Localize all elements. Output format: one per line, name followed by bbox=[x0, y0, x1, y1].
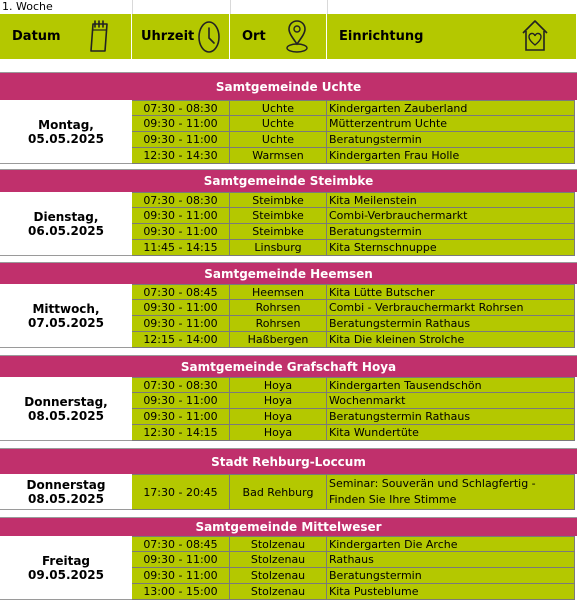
grid-line bbox=[230, 0, 231, 14]
calendar-icon bbox=[88, 20, 110, 54]
time-cell: 09:30 - 11:00 bbox=[132, 316, 230, 332]
section-title: Samtgemeinde Heemsen bbox=[0, 262, 577, 284]
date-label: 07.05.2025 bbox=[28, 315, 104, 330]
date-label: 05.05.2025 bbox=[28, 131, 104, 146]
facility-cell: Rathaus bbox=[327, 552, 575, 568]
location-cell: Heemsen bbox=[230, 284, 327, 300]
location-cell: Linsburg bbox=[230, 240, 327, 256]
location-cell: Haßbergen bbox=[230, 332, 327, 348]
section-title: Samtgemeinde Uchte bbox=[0, 72, 577, 100]
grid-line bbox=[132, 0, 133, 14]
facility-cell: Beratungstermin Rathaus bbox=[327, 316, 575, 332]
facility-cell: Beratungstermin bbox=[327, 568, 575, 584]
time-cell: 09:30 - 11:00 bbox=[132, 132, 230, 148]
facility-cell: Kindergarten Frau Holle bbox=[327, 148, 575, 164]
location-cell: Stolzenau bbox=[230, 568, 327, 584]
date-label: 08.05.2025 bbox=[28, 408, 104, 423]
facility-cell: Beratungstermin bbox=[327, 132, 575, 148]
facility-cell: Kita Lütte Butscher bbox=[327, 284, 575, 300]
location-cell: Steimbke bbox=[230, 208, 327, 224]
column-label-einrichtung: Einrichtung bbox=[339, 29, 424, 44]
time-cell: 13:00 - 15:00 bbox=[132, 584, 230, 600]
time-cell: 12:30 - 14:30 bbox=[132, 148, 230, 164]
date-label: 09.05.2025 bbox=[28, 567, 104, 582]
time-cell: 07:30 - 08:30 bbox=[132, 192, 230, 208]
time-cell: 09:30 - 11:00 bbox=[132, 409, 230, 425]
facility-cell: Kita Meilenstein bbox=[327, 192, 575, 208]
column-header-einrichtung bbox=[327, 14, 577, 59]
time-cell: 12:30 - 14:15 bbox=[132, 425, 230, 441]
column-header-ort bbox=[230, 14, 327, 59]
weekday-label: Freitag bbox=[41, 553, 91, 568]
time-cell: 07:30 - 08:45 bbox=[132, 536, 230, 552]
time-cell: 09:30 - 11:00 bbox=[132, 552, 230, 568]
column-label-uhrzeit: Uhrzeit bbox=[141, 29, 195, 44]
time-cell: 09:30 - 11:00 bbox=[132, 208, 230, 224]
location-cell: Rohrsen bbox=[230, 300, 327, 316]
facility-cell: Combi - Verbrauchermarkt Rohrsen bbox=[327, 300, 575, 316]
date-label: 06.05.2025 bbox=[28, 223, 104, 238]
location-cell: Uchte bbox=[230, 116, 327, 132]
location-cell: Warmsen bbox=[230, 148, 327, 164]
day-cell bbox=[0, 192, 132, 256]
location-cell: Rohrsen bbox=[230, 316, 327, 332]
location-cell: Hoya bbox=[230, 425, 327, 441]
time-cell: 09:30 - 11:00 bbox=[132, 393, 230, 409]
day-cell bbox=[0, 100, 132, 164]
facility-cell: Kindergarten Die Arche bbox=[327, 536, 575, 552]
day-cell bbox=[0, 377, 132, 441]
section-title: Samtgemeinde Steimbke bbox=[0, 169, 577, 192]
facility-cell: Mütterzentrum Uchte bbox=[327, 116, 575, 132]
date-label: 08.05.2025 bbox=[28, 491, 104, 506]
day-cell bbox=[0, 536, 132, 600]
section-title: Samtgemeinde Mittelweser bbox=[0, 517, 577, 536]
time-cell: 09:30 - 11:00 bbox=[132, 116, 230, 132]
day-cell bbox=[0, 474, 132, 510]
column-label-datum: Datum bbox=[12, 29, 61, 44]
section-title: Samtgemeinde Grafschaft Hoya bbox=[0, 355, 577, 377]
weekday-label: Dienstag, bbox=[33, 209, 99, 224]
facility-cell: Seminar: Souverän und Schlagfertig - Finden Sie Ihre Stimme bbox=[327, 474, 575, 510]
grid-line bbox=[327, 0, 328, 14]
weekday-label: Montag, bbox=[38, 117, 94, 132]
column-label-ort: Ort bbox=[242, 29, 266, 44]
facility-cell: Kindergarten Tausendschön bbox=[327, 377, 575, 393]
house-heart-icon bbox=[520, 18, 550, 54]
location-cell: Stolzenau bbox=[230, 536, 327, 552]
time-cell: 09:30 - 11:00 bbox=[132, 224, 230, 240]
facility-cell: Combi-Verbrauchermarkt bbox=[327, 208, 575, 224]
time-cell: 07:30 - 08:30 bbox=[132, 377, 230, 393]
location-cell: Hoya bbox=[230, 409, 327, 425]
location-cell: Hoya bbox=[230, 377, 327, 393]
time-cell: 07:30 - 08:45 bbox=[132, 284, 230, 300]
location-cell: Uchte bbox=[230, 132, 327, 148]
time-cell: 11:45 - 14:15 bbox=[132, 240, 230, 256]
column-header-uhrzeit bbox=[132, 14, 230, 59]
facility-cell: Kita Wundertüte bbox=[327, 425, 575, 441]
location-cell: Steimbke bbox=[230, 192, 327, 208]
location-cell: Hoya bbox=[230, 393, 327, 409]
location-cell: Uchte bbox=[230, 100, 327, 116]
facility-cell: Beratungstermin Rathaus bbox=[327, 409, 575, 425]
week-label: 1. Woche bbox=[2, 0, 53, 13]
time-cell: 12:15 - 14:00 bbox=[132, 332, 230, 348]
location-cell: Stolzenau bbox=[230, 552, 327, 568]
day-cell bbox=[0, 284, 132, 348]
column-header-datum bbox=[0, 14, 132, 59]
facility-cell: Kita Die kleinen Strolche bbox=[327, 332, 575, 348]
facility-cell: Wochenmarkt bbox=[327, 393, 575, 409]
facility-cell: Kita Pusteblume bbox=[327, 584, 575, 600]
location-cell: Stolzenau bbox=[230, 584, 327, 600]
time-cell: 17:30 - 20:45 bbox=[132, 474, 230, 510]
weekday-label: Mittwoch, bbox=[32, 301, 100, 316]
time-cell: 09:30 - 11:00 bbox=[132, 568, 230, 584]
location-cell: Bad Rehburg bbox=[230, 474, 327, 510]
weekday-label: Donnerstag, bbox=[24, 394, 108, 409]
clock-icon bbox=[196, 20, 222, 54]
facility-cell: Kindergarten Zauberland bbox=[327, 100, 575, 116]
weekday-label: Donnerstag bbox=[26, 477, 106, 492]
facility-cell: Kita Sternschnuppe bbox=[327, 240, 575, 256]
location-cell: Steimbke bbox=[230, 224, 327, 240]
location-pin-icon bbox=[284, 19, 310, 55]
time-cell: 09:30 - 11:00 bbox=[132, 300, 230, 316]
section-title: Stadt Rehburg-Loccum bbox=[0, 448, 577, 474]
facility-cell: Beratungstermin bbox=[327, 224, 575, 240]
time-cell: 07:30 - 08:30 bbox=[132, 100, 230, 116]
